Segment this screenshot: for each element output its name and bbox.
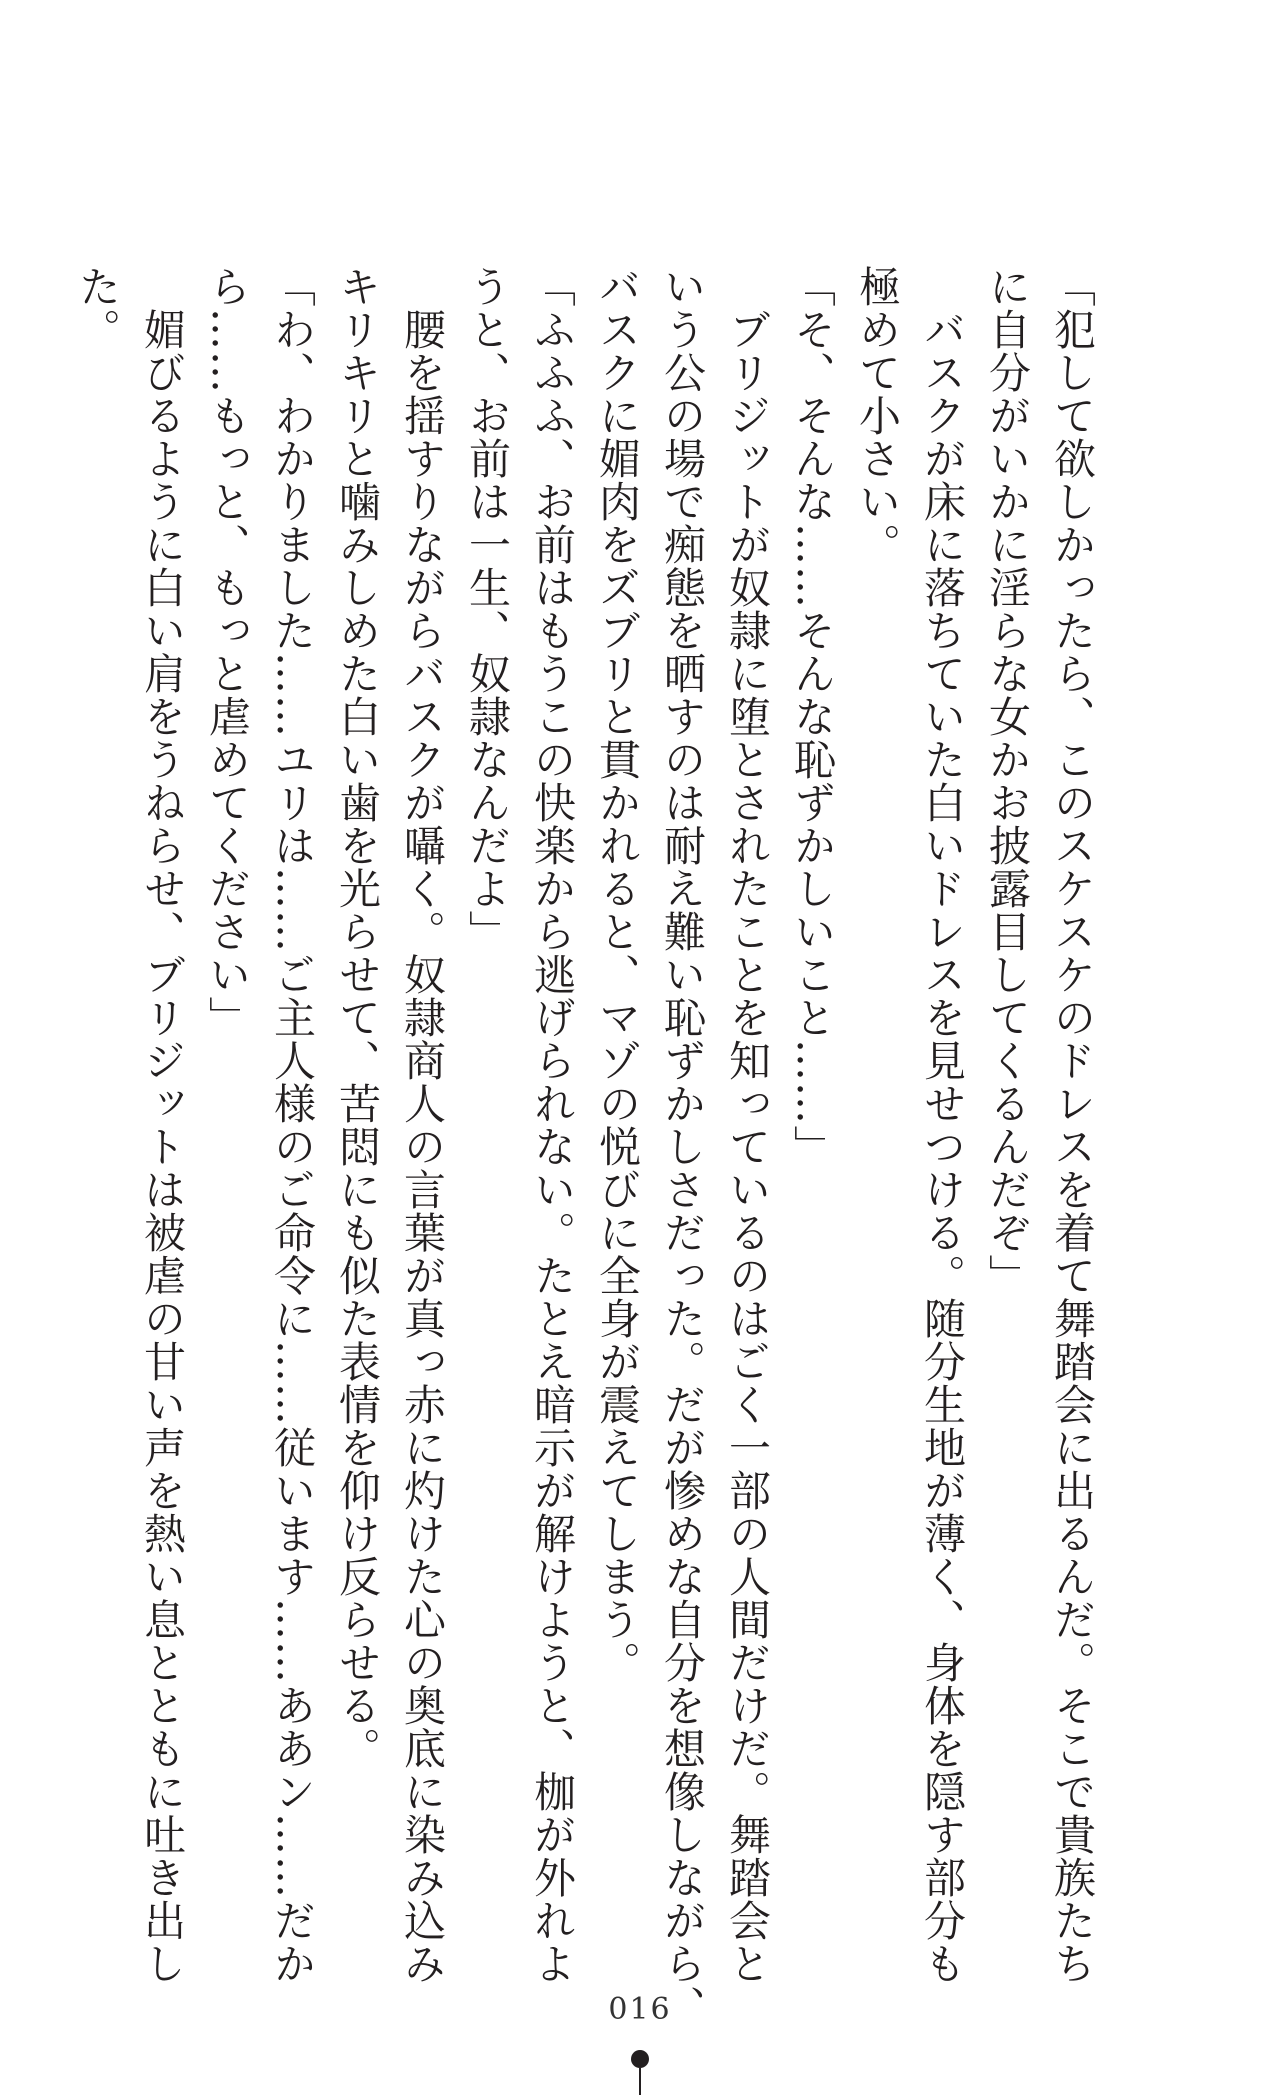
page-number: 016 <box>608 1992 672 2027</box>
text-line: バスクに媚肉をズブリと貫かれると、マゾの悦びに全身が震えてしまう。 <box>593 265 642 1684</box>
text-line: た。 <box>73 265 122 351</box>
text-line: 「そ、そんな……そんな恥ずかしいこと……」 <box>788 265 837 1168</box>
text-line: いう公の場で痴態を晒すのは耐え難い恥ずかしさだった。だが惨めな自分を想像しながら、 <box>658 265 707 2028</box>
text-line: に自分がいかに淫らな女かお披露目してくるんだぞ」 <box>983 265 1032 1297</box>
text-line: 媚びるように白い肩をうねらせ、ブリジットは被虐の甘い声を熱い息とともに吐き出し <box>138 265 187 1985</box>
text-line: 「わ、わかりました……ユリは……ご主人様のご命令に……従います……ああン……だか <box>268 265 317 1985</box>
text-line: 腰を揺すりながらバスクが囁く。奴隷商人の言葉が真っ赤に灼けた心の奥底に染み込み <box>398 265 447 1985</box>
page-marker-line <box>639 2068 641 2095</box>
text-line: ら……もっと、もっと虐めてください」 <box>203 265 252 1039</box>
text-line: ブリジットが奴隷に堕とされたことを知っているのはごく一部の人間だけだ。舞踏会と <box>723 265 772 1985</box>
page-marker-dot-icon <box>631 2050 649 2068</box>
text-line: 「犯して欲しかったら、このスケスケのドレスを着て舞踏会に出るんだ。そこで貴族たち <box>1048 265 1097 1985</box>
text-line: うと、お前は一生、奴隷なんだよ」 <box>463 265 512 953</box>
text-line: 「ふふふ、お前はもうこの快楽から逃げられない。たとえ暗示が解けようと、枷が外れよ <box>528 265 577 1985</box>
text-line: バスクが床に落ちていた白いドレスを見せつける。随分生地が薄く、身体を隠す部分も <box>918 265 967 1985</box>
text-line: キリキリと噛みしめた白い歯を光らせて、苦悶にも似た表情を仰け反らせる。 <box>333 265 382 1770</box>
text-line: 極めて小さい。 <box>853 265 902 566</box>
